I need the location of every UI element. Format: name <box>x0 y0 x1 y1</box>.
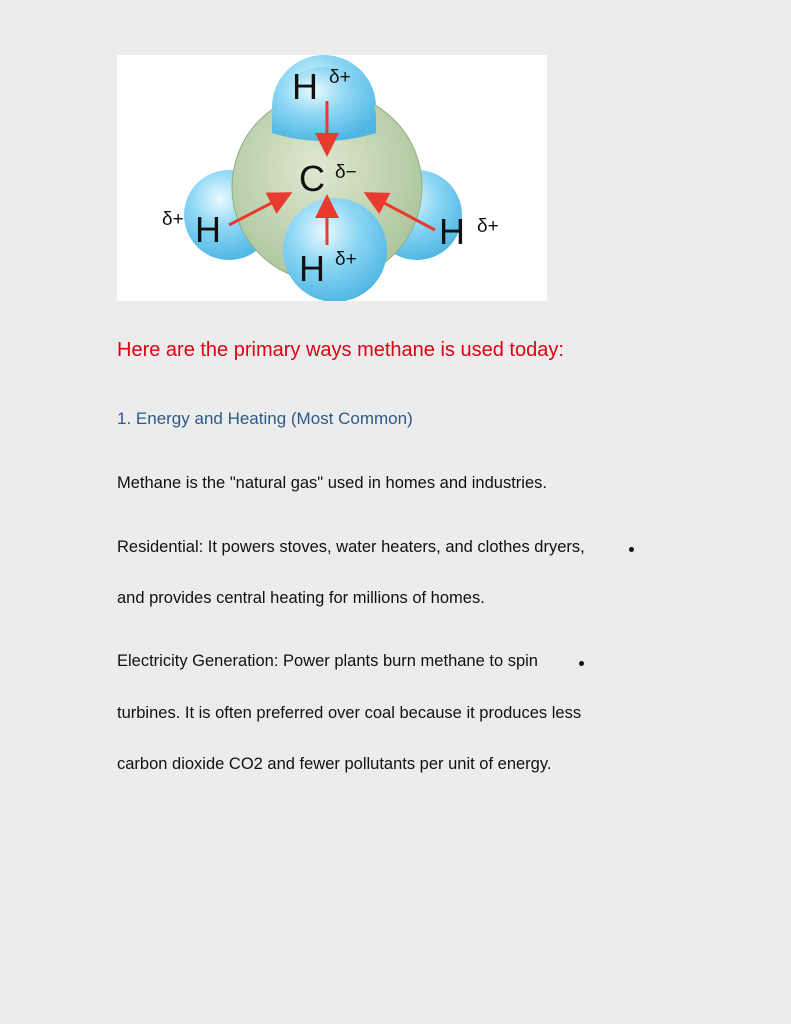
bullet-2-line-2: turbines. It is often preferred over coal because it produces less <box>117 704 582 722</box>
carbon-label: C <box>299 158 325 199</box>
bullet-2-line-1: Electricity Generation: Power plants burn methane to spin <box>117 652 538 670</box>
hydrogen-label-left: H <box>195 209 221 250</box>
bullet-marker-1 <box>629 547 634 552</box>
bullet-1-line-2: and provides central heating for millions of homes. <box>117 589 485 607</box>
section-heading: Here are the primary ways methane is used today: <box>117 339 564 361</box>
bullet-2-line-3: carbon dioxide CO2 and fewer pollutants per unit of energy. <box>117 755 552 773</box>
hydrogen-label-top: H <box>292 66 318 107</box>
intro-paragraph: Methane is the "natural gas" used in homes and industries. <box>117 474 547 492</box>
hydrogen-charge-right: δ+ <box>477 216 499 237</box>
hydrogen-charge-bottom: δ+ <box>335 249 357 270</box>
bullet-1-line-1: Residential: It powers stoves, water heaters, and clothes dryers, <box>117 538 585 556</box>
subsection-title: 1. Energy and Heating (Most Common) <box>117 409 413 428</box>
bullet-marker-2 <box>579 661 584 666</box>
hydrogen-label-right: H <box>439 211 465 252</box>
methane-molecule-diagram <box>117 55 547 301</box>
carbon-charge-label: δ− <box>335 162 357 183</box>
hydrogen-charge-top: δ+ <box>329 67 351 88</box>
hydrogen-charge-left: δ+ <box>162 209 184 230</box>
hydrogen-label-bottom: H <box>299 248 325 289</box>
